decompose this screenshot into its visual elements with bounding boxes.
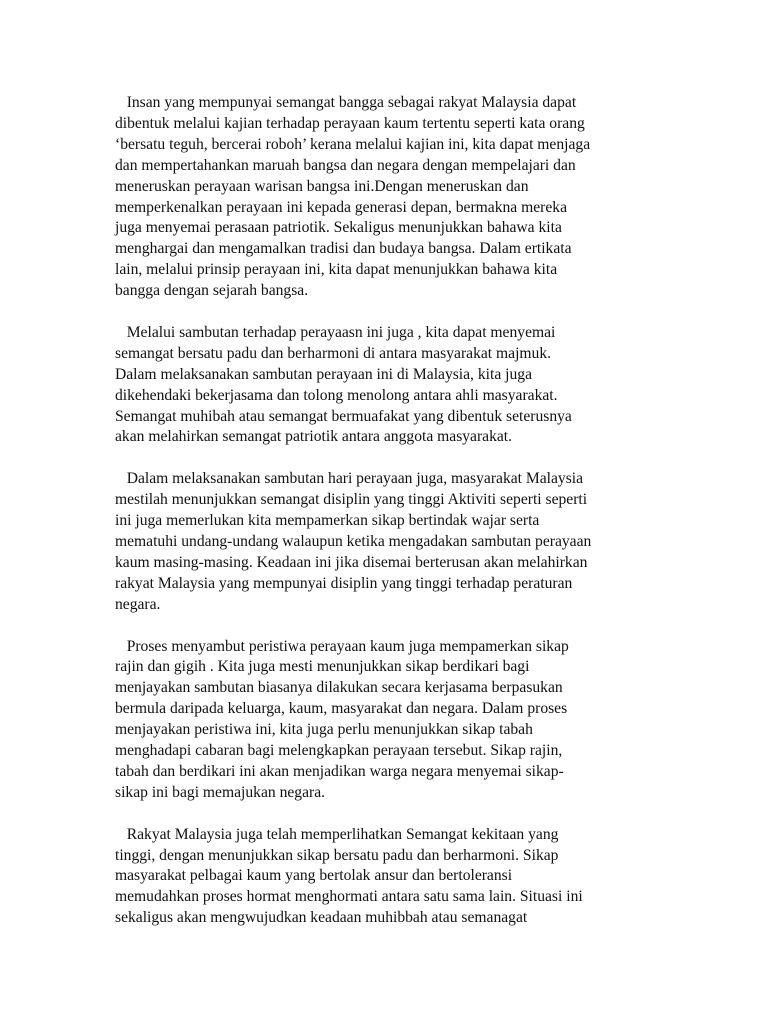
text-line: negara. <box>115 595 161 613</box>
text-line: Rakyat Malaysia juga telah memperlihatkan Semangat kekitaan yang <box>115 825 559 843</box>
text-line: mestilah menunjukkan semangat disiplin yang tinggi Aktiviti seperti seperti <box>115 491 588 509</box>
text-line: kaum masing-masing. Keadaan ini jika disemai berterusan akan melahirkan <box>115 553 588 571</box>
text-line: sekaligus akan mengwujudkan keadaan muhibbah atau semanagat <box>115 909 528 927</box>
text-line: Melalui sambutan terhadap perayaasn ini juga , kita dapat menyemai <box>115 323 556 341</box>
text-line: rakyat Malaysia yang mempunyai disiplin yang tinggi terhadap peraturan <box>115 574 573 592</box>
text-line: semangat bersatu padu dan berharmoni di antara masyarakat majmuk. <box>115 344 552 362</box>
text-line: Dalam melaksanakan sambutan perayaan ini di Malaysia, kita juga <box>115 365 532 383</box>
paragraph <box>115 637 675 804</box>
paragraph <box>115 323 675 448</box>
text-line: memperkenalkan perayaan ini kepada generasi depan, bermakna mereka <box>115 198 567 216</box>
document-body <box>115 93 675 950</box>
text-line: dibentuk melalui kajian terhadap perayaan kaum tertentu seperti kata orang <box>115 114 585 132</box>
text-line: akan melahirkan semangat patriotik antara anggota masyarakat. <box>115 428 513 446</box>
text-line: sikap ini bagi memajukan negara. <box>115 783 326 801</box>
text-line: ‘bersatu teguh, bercerai roboh’ kerana melalui kajian ini, kita dapat menjaga <box>115 135 591 153</box>
text-line: Proses menyambut peristiwa perayaan kaum juga mempamerkan sikap <box>115 637 569 655</box>
text-line: lain, melalui prinsip perayaan ini, kita dapat menunjukkan bahawa kita <box>115 261 558 279</box>
text-line: bermula daripada keluarga, kaum, masyarakat dan negara. Dalam proses <box>115 700 568 718</box>
paragraph <box>115 825 675 930</box>
paragraph <box>115 93 675 302</box>
text-line: tinggi, dengan menunjukkan sikap bersatu padu dan berharmoni. Sikap <box>115 846 559 864</box>
text-line: menjayakan sambutan biasanya dilakukan secara kerjasama berpasukan <box>115 679 563 697</box>
paragraph <box>115 469 675 615</box>
text-line: mematuhi undang-undang walaupun ketika mengadakan sambutan perayaan <box>115 533 592 550</box>
text-line: Dalam melaksanakan sambutan hari perayaan juga, masyarakat Malaysia <box>115 470 584 488</box>
text-line: menghargai dan mengamalkan tradisi dan budaya bangsa. Dalam ertikata <box>115 240 572 258</box>
text-line: ini juga memerlukan kita mempamerkan sikap bertindak wajar serta <box>115 512 540 530</box>
text-line: menjayakan peristiwa ini, kita juga perlu menunjukkan sikap tabah <box>115 721 533 739</box>
text-line: tabah dan berdikari ini akan menjadikan warga negara menyemai sikap- <box>115 762 564 780</box>
text-line: dan mempertahankan maruah bangsa dan negara dengan mempelajari dan <box>115 156 576 174</box>
text-line: juga menyemai perasaan patriotik. Sekaligus menunjukkan bahawa kita <box>115 219 562 237</box>
text-line: menghadapi cabaran bagi melengkapkan perayaan tersebut. Sikap rajin, <box>115 742 563 760</box>
text-line: bangga dengan sejarah bangsa. <box>115 282 309 300</box>
text-line: dikehendaki bekerjasama dan tolong menolong antara ahli masyarakat. <box>115 386 558 404</box>
text-line: meneruskan perayaan warisan bangsa ini.Dengan meneruskan dan <box>115 177 529 195</box>
text-line: Semangat muhibah atau semangat bermuafakat yang dibentuk seterusnya <box>115 407 572 425</box>
text-line: Insan yang mempunyai semangat bangga sebagai rakyat Malaysia dapat <box>115 94 577 111</box>
text-line: memudahkan proses hormat menghormati antara satu sama lain. Situasi ini <box>115 888 583 906</box>
text-line: rajin dan gigih . Kita juga mesti menunjukkan sikap berdikari bagi <box>115 658 530 676</box>
text-line: masyarakat pelbagai kaum yang bertolak ansur dan bertoleransi <box>115 867 513 885</box>
